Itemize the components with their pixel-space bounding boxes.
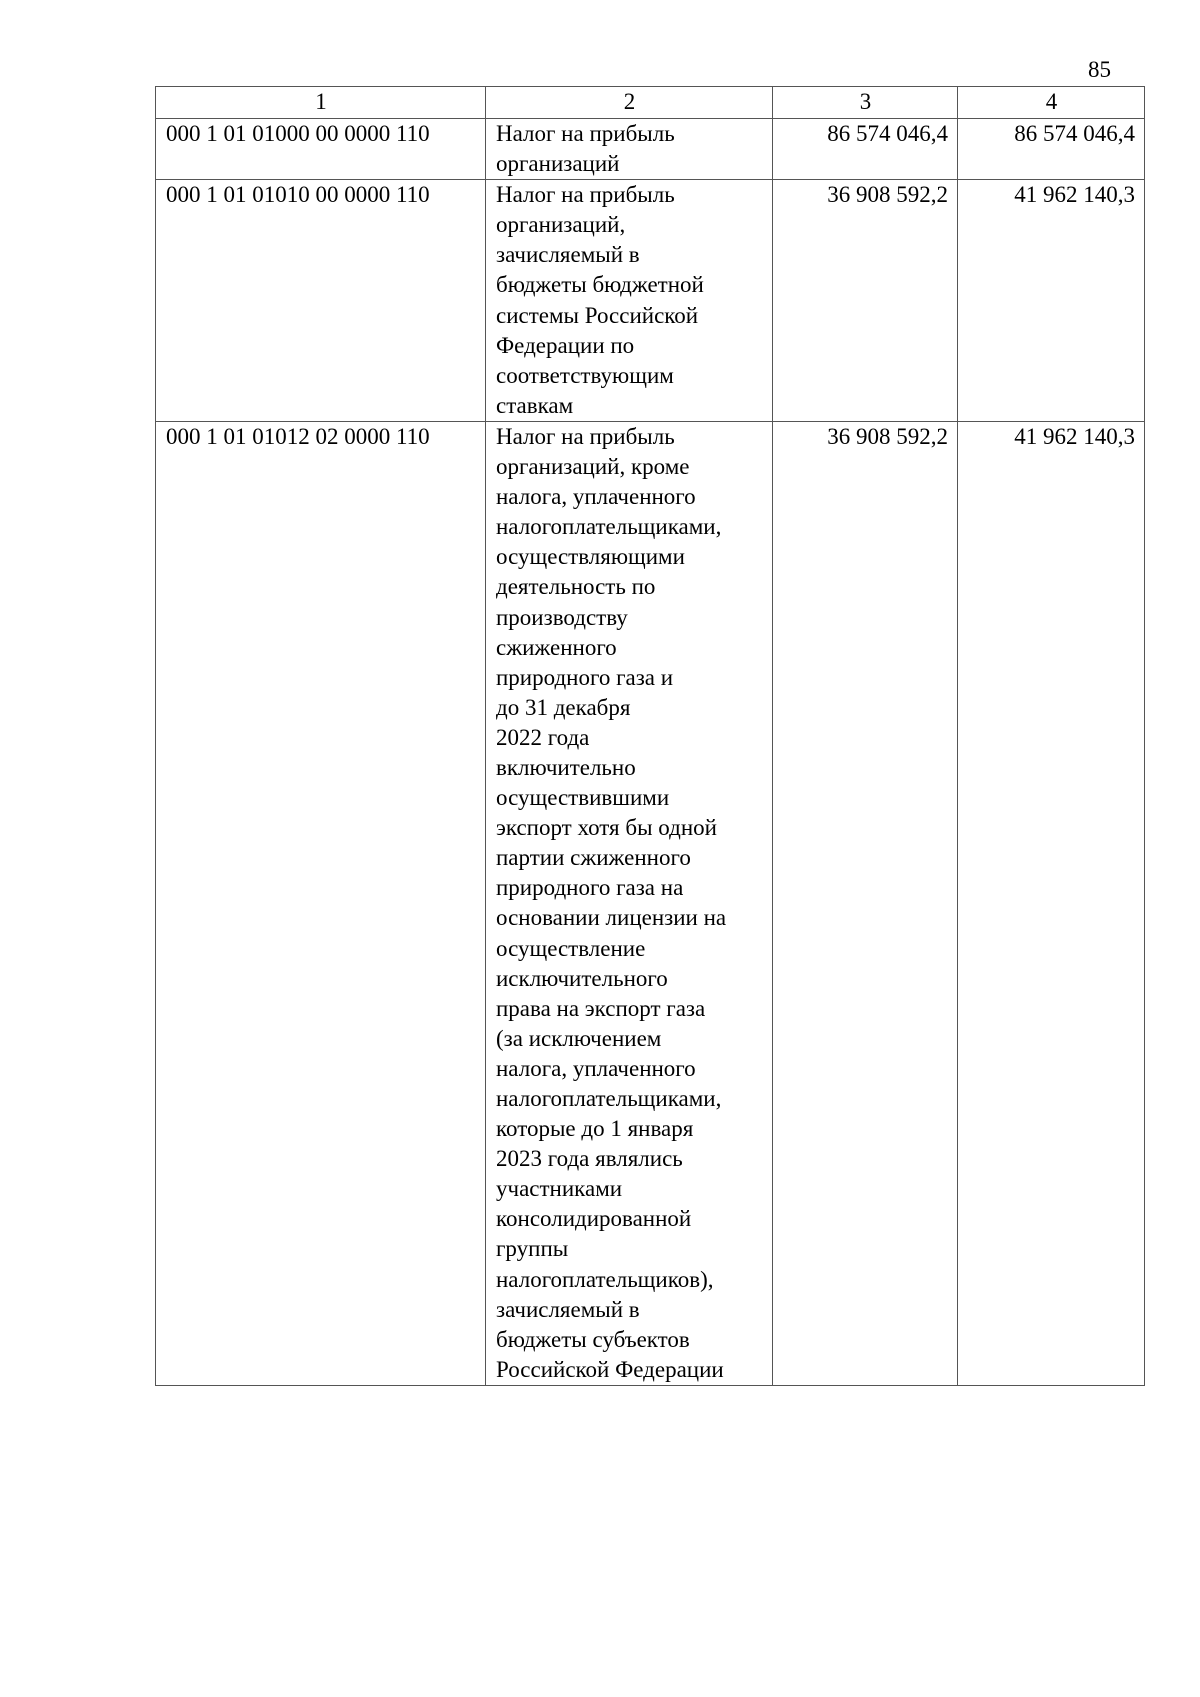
revenue-name-line: Налог на прибыль (496, 182, 675, 208)
revenue-name-line: производству (496, 604, 628, 630)
revenue-name (486, 180, 773, 422)
revenue-name-line: основании лицензии на (496, 905, 727, 931)
page-number: 85 (1088, 57, 1111, 82)
revenue-name-line: осуществление (496, 935, 646, 961)
revenue-name-line: группы (496, 1236, 569, 1262)
revenue-name-line: исключительного (496, 965, 668, 991)
revenue-name-line: включительно (496, 754, 636, 780)
column-header-1: 1 (156, 87, 486, 119)
revenue-name-line: партии сжиженного (496, 845, 691, 871)
revenue-name-line: налогоплательщиков), (496, 1266, 714, 1292)
column-header-3: 3 (773, 87, 958, 119)
revenue-name-line: которые до 1 января (496, 1116, 694, 1142)
revenue-name-line: зачисляемый в (496, 242, 640, 268)
amount-col4: 86 574 046,4 (958, 119, 1145, 180)
revenue-name (486, 119, 773, 180)
revenue-name-line: до 31 декабря (496, 694, 631, 720)
revenue-name-line: налогоплательщиками, (496, 1086, 722, 1111)
revenue-name-line: бюджеты бюджетной (496, 272, 704, 298)
revenue-name-line: сжиженного (496, 634, 617, 660)
budget-revenue-table (155, 86, 1145, 1386)
revenue-name-line: налогоплательщиками, (496, 514, 722, 540)
revenue-name-line: системы Российской (496, 302, 699, 328)
revenue-name-line: налога, уплаченного (496, 484, 696, 510)
amount-col3: 86 574 046,4 (773, 119, 958, 180)
table-row (156, 421, 1145, 1385)
revenue-name-line: природного газа и (496, 664, 674, 690)
revenue-name-line: осуществившими (496, 785, 670, 811)
revenue-name (486, 421, 773, 1385)
revenue-name-line: бюджеты субъектов (496, 1326, 690, 1352)
revenue-name-line: осуществляющими (496, 544, 685, 570)
revenue-name-line: участниками (496, 1176, 623, 1202)
budget-classification-code: 000 1 01 01000 00 0000 110 (156, 119, 486, 180)
revenue-name-line: организаций, кроме (496, 454, 690, 480)
amount-col3: 36 908 592,2 (773, 180, 958, 422)
table-row (156, 119, 1145, 180)
revenue-name-line: консолидированной (496, 1206, 692, 1232)
revenue-name-line: организаций (496, 151, 620, 177)
revenue-name-line: организаций, (496, 212, 626, 238)
revenue-name-line: Налог на прибыль (496, 121, 675, 146)
budget-classification-code: 000 1 01 01012 02 0000 110 (156, 421, 486, 1385)
revenue-name-line: Федерации по (496, 332, 635, 358)
budget-classification-code: 000 1 01 01010 00 0000 110 (156, 180, 486, 422)
amount-col3: 36 908 592,2 (773, 421, 958, 1385)
revenue-name-line: ставкам (496, 392, 574, 418)
revenue-name-line: зачисляемый в (496, 1296, 640, 1322)
revenue-name-line: 2022 года (496, 724, 590, 750)
revenue-name-line: налога, уплаченного (496, 1055, 696, 1081)
column-number-row (156, 87, 1145, 119)
revenue-name-line: Российской Федерации (496, 1356, 724, 1382)
revenue-name-line: природного газа на (496, 875, 684, 901)
revenue-name-line: Налог на прибыль (496, 423, 675, 449)
revenue-name-line: экспорт хотя бы одной (496, 815, 717, 841)
revenue-name-line: 2023 года являлись (496, 1146, 683, 1172)
revenue-name-line: деятельность по (496, 574, 656, 600)
revenue-name-line: (за исключением (496, 1025, 662, 1051)
revenue-name-line: права на экспорт газа (496, 995, 706, 1021)
column-header-2: 2 (486, 87, 773, 119)
table-row (156, 180, 1145, 422)
amount-col4: 41 962 140,3 (958, 421, 1145, 1385)
revenue-name-line: соответствующим (496, 362, 674, 388)
amount-col4: 41 962 140,3 (958, 180, 1145, 422)
column-header-4: 4 (958, 87, 1145, 119)
